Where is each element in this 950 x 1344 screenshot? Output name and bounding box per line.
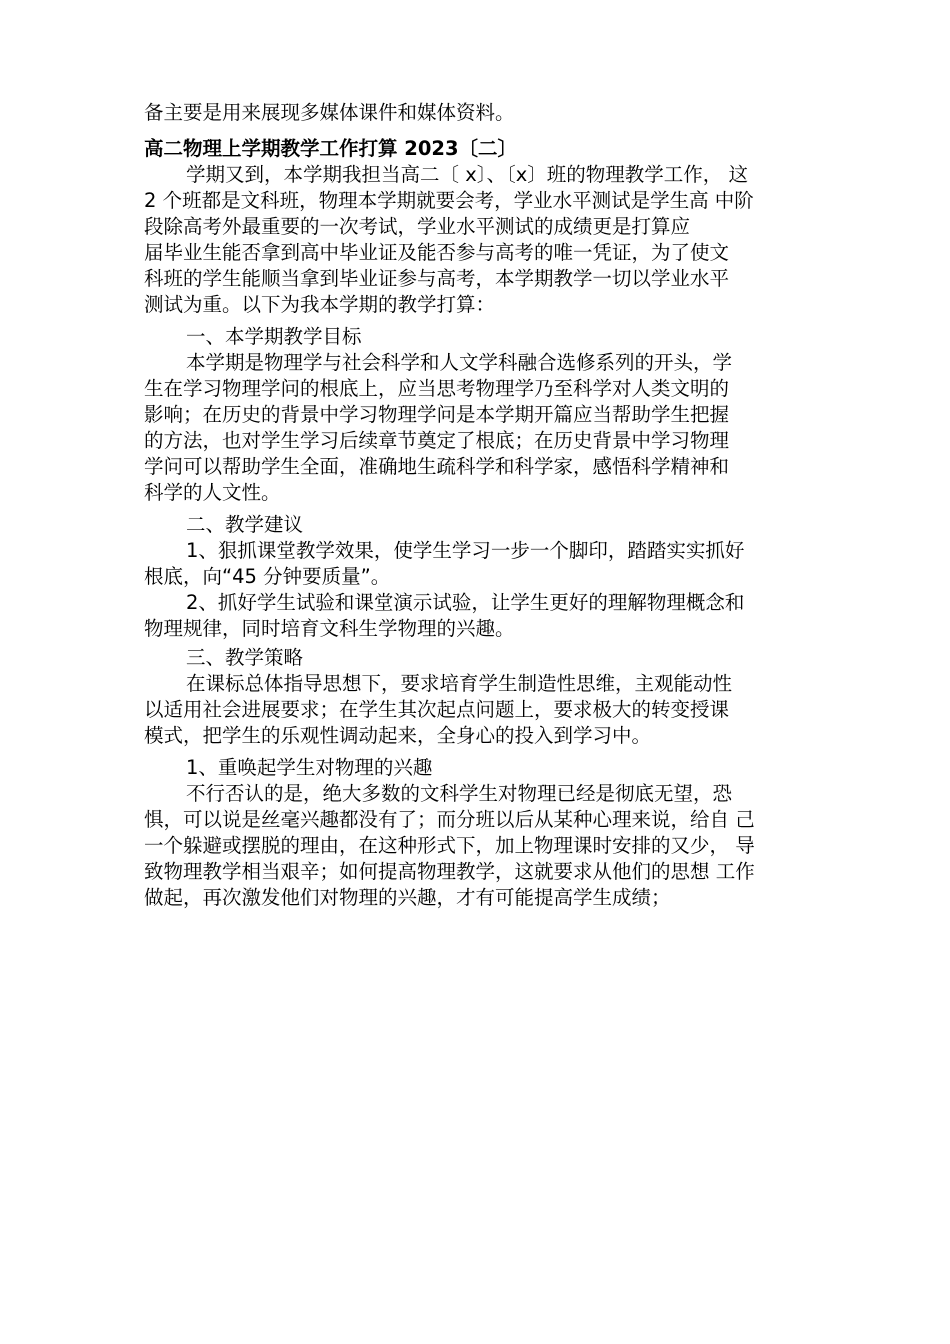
paragraph-line: 根底，向“45 分钟要质量”。: [144, 565, 391, 588]
paragraph-line: 影响；在历史的背景中学习物理学问是本学期开篇应当帮助学生把握: [144, 403, 730, 426]
subheading: 一、本学期教学目标: [186, 325, 362, 348]
paragraph-line: 本学期是物理学与社会科学和人文学科融合选修系列的开头，学: [186, 351, 733, 374]
paragraph-line: 1、狠抓课堂教学效果，使学生学习一步一个脚印，踏踏实实抓好: [186, 539, 745, 562]
paragraph-line: 学问可以帮助学生全面，准确地生疏科学和科学家，感悟科学精神和: [144, 455, 730, 478]
paragraph-line: 做起，再次激发他们对物理的兴趣，才有可能提高学生成绩；: [144, 886, 671, 909]
subheading: 三、教学策略: [186, 646, 304, 669]
paragraph-line: 2、抓好学生试验和课堂演示试验，让学生更好的理解物理概念和: [186, 591, 745, 614]
paragraph-line: 学期又到，本学期我担当高二〔 x〕、〔x〕班的物理教学工作， 这: [186, 163, 748, 186]
paragraph-line: 的方法，也对学生学习后续章节奠定了根底；在历史背景中学习物理: [144, 429, 730, 452]
text-line: 备主要是用来展现多媒体课件和媒体资料。: [144, 101, 515, 124]
paragraph-line: 届毕业生能否拿到高中毕业证及能否参与高考的唯一凭证，为了使文: [144, 241, 730, 264]
paragraph-line: 生在学习物理学问的根底上，应当思考物理学乃至科学对人类文明的: [144, 377, 730, 400]
paragraph-line: 科学的人文性。: [144, 481, 281, 504]
paragraph-line: 一个躲避或摆脱的理由，在这种形式下，加上物理课时安排的又少， 导: [144, 834, 755, 857]
paragraph-line: 测试为重。以下为我本学期的教学打算：: [144, 293, 496, 316]
paragraph-line: 模式，把学生的乐观性调动起来，全身心的投入到学习中。: [144, 724, 652, 747]
paragraph-line: 以适用社会进展要求；在学生其次起点问题上，要求极大的转变授课: [144, 698, 730, 721]
paragraph-line: 科班的学生能顺当拿到毕业证参与高考，本学期教学一切以学业水平: [144, 267, 730, 290]
paragraph-line: 不行否认的是，绝大多数的文科学生对物理已经是彻底无望，恐: [186, 782, 733, 805]
paragraph-line: 物理规律，同时培育文科生学物理的兴趣。: [144, 617, 515, 640]
paragraph-line: 致物理教学相当艰辛；如何提高物理教学，这就要求从他们的思想 工作: [144, 860, 755, 883]
document-body: [144, 100, 834, 911]
subheading: 1、重唤起学生对物理的兴趣: [186, 756, 433, 779]
paragraph-line: 在课标总体指导思想下，要求培育学生制造性思维，主观能动性: [186, 672, 733, 695]
subheading: 二、教学建议: [186, 513, 304, 536]
section-title: 高二物理上学期教学工作打算 2023〔二〕: [144, 137, 518, 160]
paragraph-line: 段除高考外最重要的一次考试，学业水平测试的成绩更是打算应: [144, 215, 691, 238]
paragraph-line: 2 个班都是文科班，物理本学期就要会考，学业水平测试是学生高 中阶: [144, 189, 754, 212]
paragraph-line: 惧，可以说是丝毫兴趣都没有了；而分班以后从某种心理来说，给自 己: [144, 808, 755, 831]
